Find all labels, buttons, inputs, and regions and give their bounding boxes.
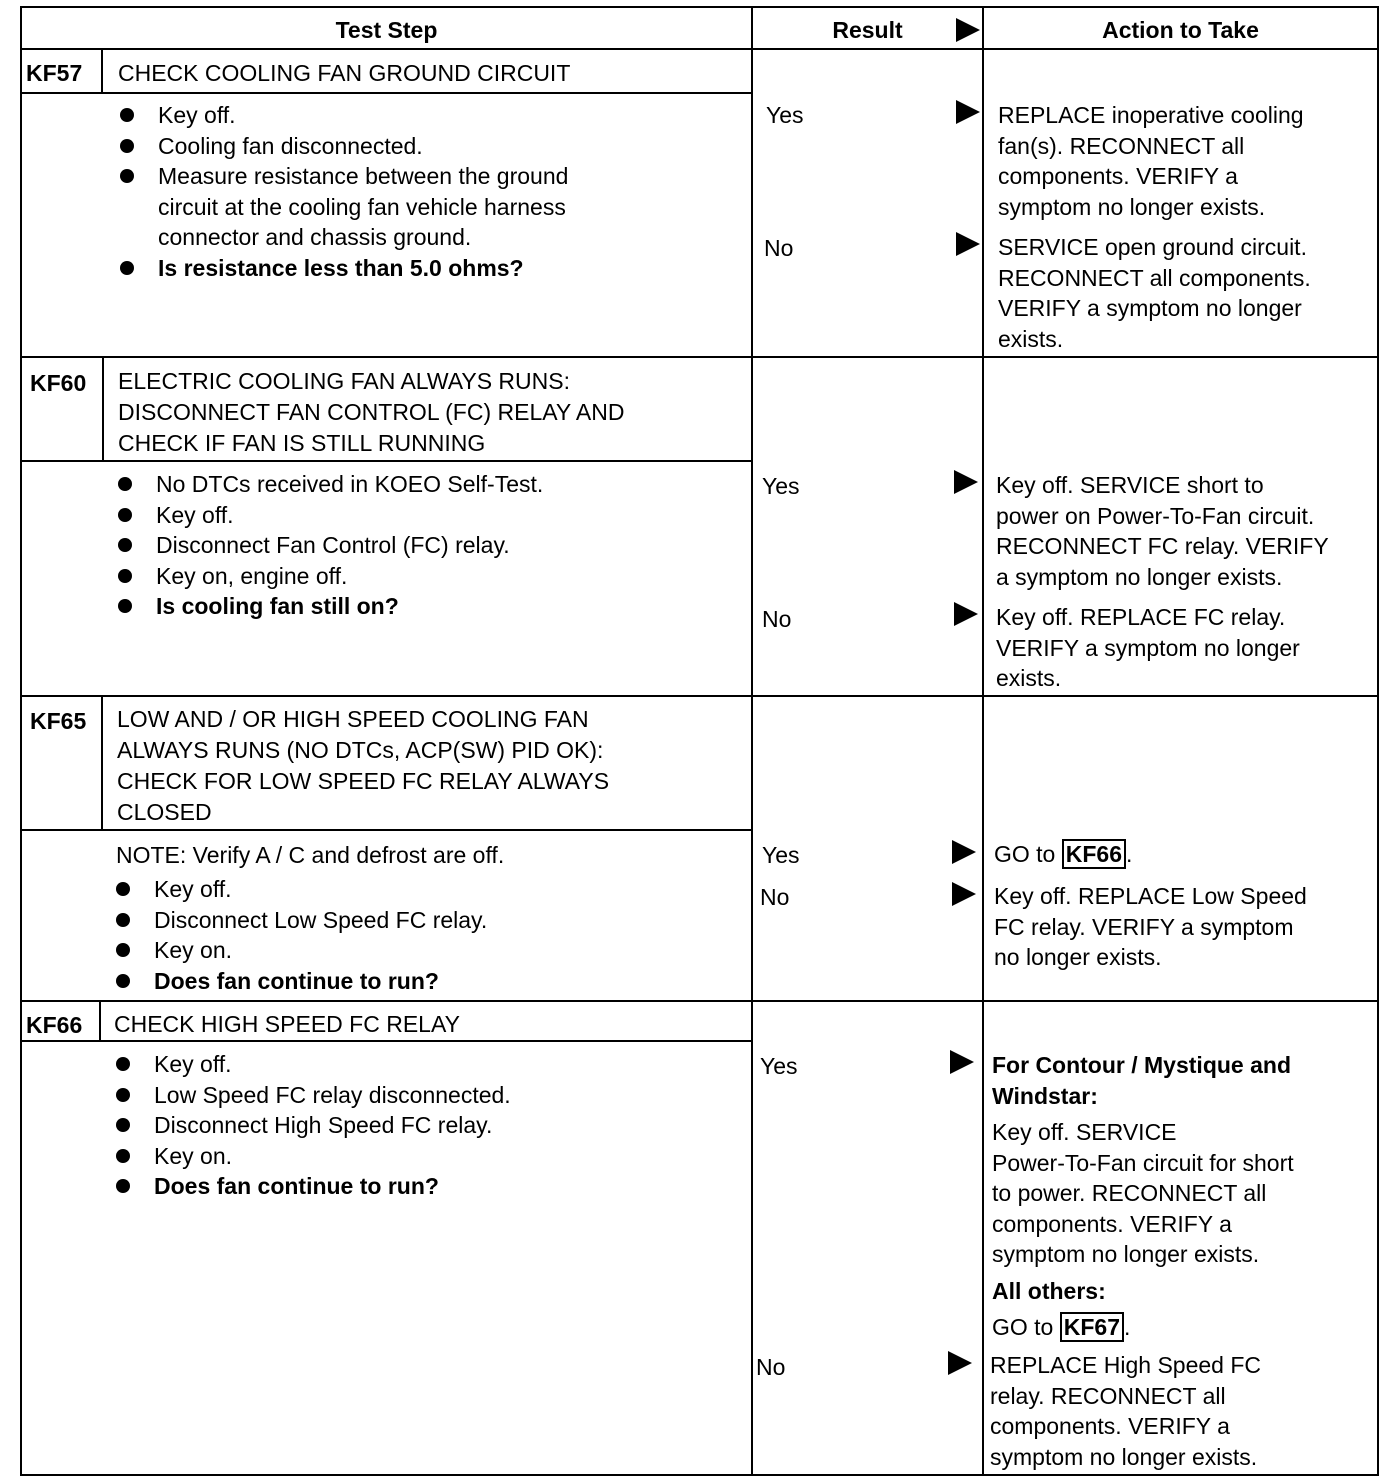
- step-id: KF60: [30, 370, 87, 396]
- arrow-icon: [952, 882, 976, 906]
- bullet-list: [110, 1049, 511, 1202]
- bullet-icon: [120, 261, 134, 275]
- action-no: Key off. REPLACE FC relay. VERIFY a symptom no longer exists.: [996, 604, 1300, 691]
- bullet-item: Key on, engine off.: [112, 561, 543, 592]
- title-divider: [22, 460, 751, 462]
- kf67-reference[interactable]: KF67: [1060, 1312, 1124, 1342]
- bullet-icon: [118, 569, 132, 583]
- id-divider: [102, 358, 104, 460]
- action-heading: Windstar:: [992, 1082, 1098, 1109]
- bullet-item: Disconnect Fan Control (FC) relay.: [112, 530, 543, 561]
- bullet-icon: [116, 1057, 130, 1071]
- result-yes: Yes: [762, 842, 800, 868]
- step-divider: [22, 1000, 1377, 1002]
- action-heading: All others:: [992, 1277, 1106, 1304]
- header-arrow-icon: [956, 18, 980, 42]
- column-divider-action: [982, 8, 984, 1474]
- step-title: ELECTRIC COOLING FAN ALWAYS RUNS: DISCONNECT FAN CONTROL (FC) RELAY AND CHECK IF FAN IS STILL RUNNING: [118, 368, 625, 456]
- bullet-item: Measure resistance between the ground: [114, 161, 568, 192]
- bullet-item-question: Does fan continue to run?: [110, 1171, 511, 1202]
- action-yes: Key off. SERVICE short to power on Power-To-Fan circuit. RECONNECT FC relay. VERIFY a symptom no longer exists.: [996, 472, 1329, 590]
- step-title-line: CHECK COOLING FAN GROUND CIRCUIT: [118, 60, 571, 86]
- bullet-item: No DTCs received in KOEO Self-Test.: [112, 469, 543, 500]
- title-divider: [22, 92, 751, 94]
- header-action: Action to Take: [1102, 17, 1259, 43]
- action-yes: GO to KF66 .: [994, 841, 1133, 867]
- action-yes: REPLACE inoperative cooling fan(s). RECONNECT all components. VERIFY a symptom no longer exists.: [998, 102, 1304, 220]
- bullet-icon: [116, 974, 130, 988]
- bullet-icon: [120, 169, 134, 183]
- result-no: No: [762, 606, 792, 632]
- arrow-icon: [948, 1351, 972, 1375]
- id-divider: [99, 1002, 101, 1040]
- id-divider: [101, 697, 103, 829]
- note-text: NOTE: Verify A / C and defrost are off.: [116, 842, 505, 868]
- bullet-icon: [116, 943, 130, 957]
- arrow-icon: [954, 470, 978, 494]
- bullet-icon: [120, 108, 134, 122]
- step-divider: [22, 356, 1377, 358]
- bullet-item: Key on.: [110, 1141, 511, 1172]
- header-test-step: Test Step: [335, 17, 438, 43]
- bullet-item-question: Does fan continue to run?: [110, 966, 487, 997]
- bullet-icon: [116, 1088, 130, 1102]
- bullet-icon: [118, 477, 132, 491]
- result-yes: Yes: [762, 473, 800, 499]
- step-divider: [22, 695, 1377, 697]
- bullet-item: Key off.: [110, 1049, 511, 1080]
- step-id: KF65: [30, 708, 87, 734]
- id-divider: [101, 50, 103, 92]
- result-no: No: [760, 884, 790, 910]
- bullet-icon: [120, 139, 134, 153]
- title-divider: [22, 829, 751, 831]
- bullet-item: Key off.: [110, 874, 487, 905]
- action-no: REPLACE High Speed FC relay. RECONNECT all components. VERIFY a symptom no longer exists.: [990, 1352, 1262, 1470]
- header-divider: [22, 48, 1377, 50]
- bullet-icon: [116, 882, 130, 896]
- step-title: CHECK HIGH SPEED FC RELAY: [114, 1011, 460, 1037]
- result-yes: Yes: [766, 102, 804, 128]
- arrow-icon: [956, 100, 980, 124]
- arrow-icon: [950, 1050, 974, 1074]
- bullet-icon: [118, 599, 132, 613]
- bullet-continuation: circuit at the cooling fan vehicle harness: [158, 193, 566, 220]
- bullet-item: Low Speed FC relay disconnected.: [110, 1080, 511, 1111]
- bullet-icon: [116, 1179, 130, 1193]
- column-divider-result: [751, 8, 753, 1474]
- action-no: Key off. REPLACE Low Speed FC relay. VERIFY a symptom no longer exists.: [994, 883, 1307, 970]
- step-title: [118, 58, 570, 89]
- bullet-item: Cooling fan disconnected.: [114, 131, 568, 162]
- bullet-item: Key off.: [114, 100, 568, 131]
- bullet-icon: [116, 1118, 130, 1132]
- bullet-item: Disconnect Low Speed FC relay.: [110, 905, 487, 936]
- diagnostic-table: [20, 6, 1379, 1476]
- action-heading: For Contour / Mystique and: [992, 1052, 1291, 1078]
- action-yes: For Contour / Mystique and Windstar: Key off. SERVICE Power-To-Fan circuit for short to power. RECONNECT all components. VERIFY a symptom no longer exists. All others: GO to KF67 .: [992, 1052, 1294, 1340]
- bullet-continuation: connector and chassis ground.: [158, 224, 472, 250]
- action-no: SERVICE open ground circuit. RECONNECT all components. VERIFY a symptom no longer exists.: [998, 234, 1311, 352]
- bullet-icon: [116, 1149, 130, 1163]
- bullet-icon: [116, 913, 130, 927]
- header-result: Result: [832, 17, 903, 43]
- arrow-icon: [954, 602, 978, 626]
- step-title: LOW AND / OR HIGH SPEED COOLING FAN ALWAYS RUNS (NO DTCs, ACP(SW) PID OK): CHECK FOR LOW SPEED FC RELAY ALWAYS CLOSED: [117, 706, 610, 825]
- bullet-item: Disconnect High Speed FC relay.: [110, 1110, 511, 1141]
- result-no: No: [756, 1354, 786, 1380]
- bullet-icon: [118, 508, 132, 522]
- step-id: KF57: [26, 60, 83, 86]
- kf66-reference[interactable]: KF66: [1062, 839, 1126, 869]
- title-divider: [22, 1040, 751, 1042]
- bullet-list: [110, 874, 487, 996]
- bullet-item: Key off.: [112, 500, 543, 531]
- step-id: KF66: [26, 1012, 83, 1038]
- arrow-icon: [952, 840, 976, 864]
- arrow-icon: [956, 232, 980, 256]
- bullet-item: Key on.: [110, 935, 487, 966]
- bullet-icon: [118, 538, 132, 552]
- bullet-item-question: Is resistance less than 5.0 ohms?: [114, 253, 568, 284]
- result-no: No: [764, 235, 794, 261]
- bullet-list: [112, 469, 543, 622]
- result-yes: Yes: [760, 1053, 798, 1079]
- bullet-list: [114, 100, 568, 283]
- bullet-item-question: Is cooling fan still on?: [112, 591, 543, 622]
